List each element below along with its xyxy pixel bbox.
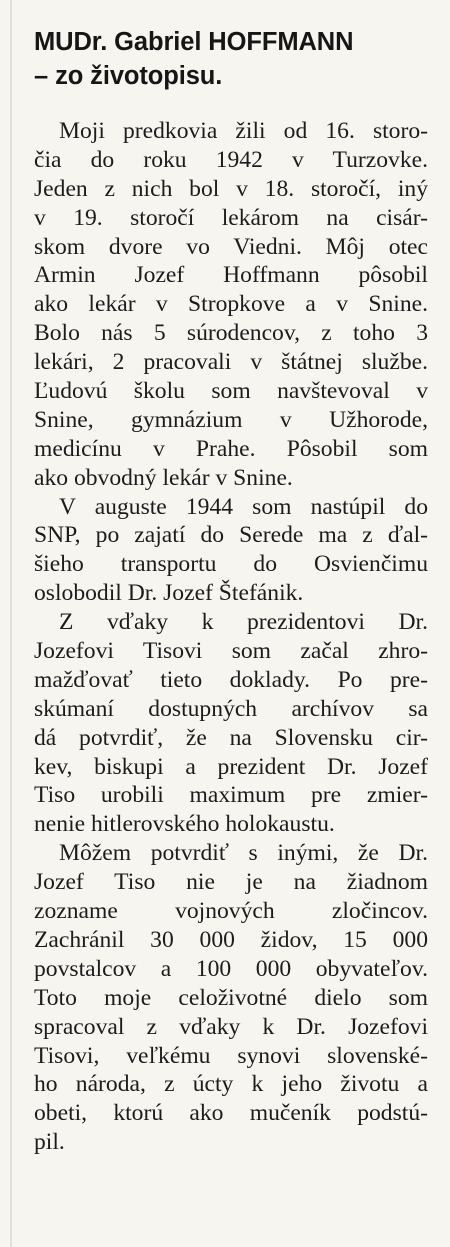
paragraph-2	[34, 493, 428, 609]
text-line: Z vďaky k prezidentovi Dr.	[59, 609, 428, 636]
text-line: Jozef Tiso nie je na žiadnom	[34, 869, 428, 896]
paragraph-4	[34, 839, 428, 1157]
text-line: skúmaní dostupných archívov sa	[34, 695, 428, 722]
text-line: lekári, 2 pracovali v štátnej službe.	[34, 349, 428, 376]
text-line: spracoval z vďaky k Dr. Jozefovi	[34, 1013, 428, 1040]
text-line: pil.	[34, 1129, 65, 1156]
text-line: obeti, ktorú ako mučeník podstú-	[34, 1100, 428, 1127]
paragraph-3	[34, 608, 428, 839]
text-line: oslobodil Dr. Jozef Štefánik.	[34, 580, 304, 607]
paragraph-1	[34, 117, 428, 493]
text-line: SNP, po zajatí do Serede ma z ďal-	[34, 522, 428, 549]
text-line: skom dvore vo Viedni. Môj otec	[34, 233, 428, 260]
text-line: šieho transportu do Osvienčimu	[34, 551, 428, 578]
title-line-2: – zo životopisu.	[34, 62, 223, 90]
article-title	[34, 25, 434, 93]
text-line: Bolo nás 5 súrodencov, z toho 3	[34, 320, 428, 347]
text-line: Jozefovi Tisovi som začal zhro-	[34, 638, 428, 665]
text-line: ho národa, z úcty k jeho životu a	[34, 1071, 428, 1098]
text-line: čia do roku 1942 v Turzovke.	[34, 146, 428, 173]
text-line: mažďovať tieto doklady. Po pre-	[34, 666, 428, 693]
text-line: ako obvodný lekár v Snine.	[34, 464, 293, 491]
text-line: Armin Jozef Hoffmann pôsobil	[34, 262, 428, 289]
text-line: Zachránil 30 000 židov, 15 000	[34, 926, 428, 953]
text-line: povstalcov a 100 000 obyvateľov.	[34, 955, 428, 982]
text-line: kev, biskupi a prezident Dr. Jozef	[34, 753, 428, 780]
scan-edge	[10, 0, 12, 1247]
text-line: Môžem potvrdiť s inými, že Dr.	[59, 840, 428, 867]
title-line-1: MUDr. Gabriel HOFFMANN	[34, 28, 354, 56]
text-line: V auguste 1944 som nastúpil do	[59, 493, 428, 520]
article-body	[34, 117, 428, 1157]
text-line: Ľudovú školu som navštevoval v	[34, 378, 428, 405]
text-line: medicínu v Prahe. Pôsobil som	[34, 435, 428, 462]
text-line: Snine, gymnázium v Užhorode,	[34, 406, 428, 433]
text-line: ako lekár v Stropkove a v Snine.	[34, 291, 428, 318]
text-line: Toto moje celoživotné dielo som	[34, 984, 428, 1011]
text-line: nenie hitlerovského holokaustu.	[34, 811, 335, 838]
text-line: dá potvrdiť, že na Slovensku cir-	[34, 724, 428, 751]
text-line: Tisovi, veľkému synovi slovenské-	[34, 1042, 428, 1069]
text-line: zozname vojnových zločincov.	[34, 898, 428, 925]
text-line: Jeden z nich bol v 18. storočí, iný	[34, 175, 428, 202]
text-line: Moji predkovia žili od 16. storo-	[59, 118, 428, 144]
text-line: Tiso urobili maximum pre zmier-	[34, 782, 428, 809]
text-line: v 19. storočí lekárom na cisár-	[34, 204, 428, 231]
